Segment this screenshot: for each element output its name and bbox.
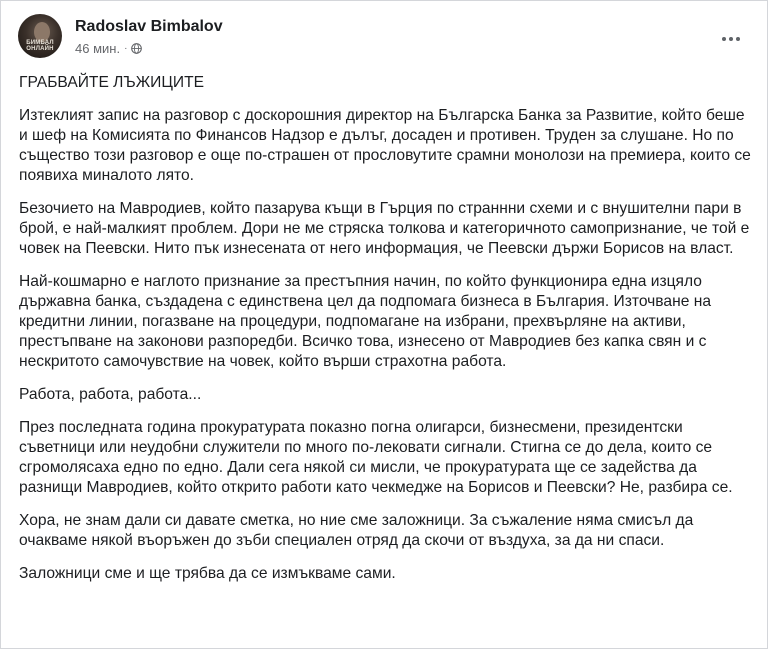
post-paragraph: Хора, не знам дали си давате сметка, но ние сме заложници. За съжаление няма смисъл да очакваме някой въоръжен до зъби специален отряд да скочи от въздуха, за да ни спаси. xyxy=(19,512,694,549)
meta-separator: · xyxy=(124,43,128,54)
post-text xyxy=(19,73,754,597)
more-options-icon[interactable] xyxy=(715,27,747,51)
avatar-photo xyxy=(34,22,50,42)
post-meta xyxy=(75,41,142,56)
post-paragraph: Безочието на Мавродиев, който пазарува къщи в Гърция по страннни схеми и с внушителни пари в брой, е най-малкият проблем. Дори не ме стряска толкова и категоричното самопризнание, че той е човек на Пеевски. Нито пък изнесената от него информация, че Пеевски държи Борисов на власт. xyxy=(19,200,750,257)
avatar-logo-text: БИМБАЛ ОНЛАЙН xyxy=(26,40,54,52)
post-paragraph: Работа, работа, работа... xyxy=(19,386,202,403)
globe-icon[interactable] xyxy=(131,43,142,54)
post-paragraph: Заложници сме и ще трябва да се измъкваме сами. xyxy=(19,565,396,582)
author-avatar[interactable] xyxy=(18,14,62,58)
post-paragraph: Изтеклият запис на разговор с доскорошния директор на Българска Банка за Развитие, който беше и шеф на Комисията по Финансов Надзор е дълъг, досаден и противен. Труден за слушане. Но по същество този разговор е още по-страшен от прословутите срамни монолози на премиера, които се появиха миналото лято. xyxy=(19,107,751,184)
post-timestamp[interactable]: 46 мин. xyxy=(75,41,121,56)
post-paragraph: Най-кошмарно е наглото признание за престъпния начин, по който функционира една изцяло държавна банка, създадена с единствена цел да подпомага бизнеса в България. Източване на кредитни линии, погазване на процедури, подпомагане на избрани, прехвърляне на активи, престъпване на законови разпоредби. Всичко това, изнесено от Мавродиев без капка свян и с нескритото самочувствие на човек, който върши страхотна работа. xyxy=(19,273,711,370)
post-title: ГРАБВАЙТЕ ЛЪЖИЦИТЕ xyxy=(19,74,205,91)
author-name[interactable]: Radoslav Bimbalov xyxy=(75,18,223,35)
post-paragraph: През последната година прокуратурата показно погна олигарси, бизнесмени, президентски съветници или неудобни служители по много по-лековати сигнали. Стигна се до дела, които се сгромолясаха едно по едно. Дали сега някой си мисли, че прокуратурата ще се задейства да разнищи Мавродиев, който открито работи като чекмедже на Борисов и Пеевски? Не, разбира се. xyxy=(19,419,733,496)
